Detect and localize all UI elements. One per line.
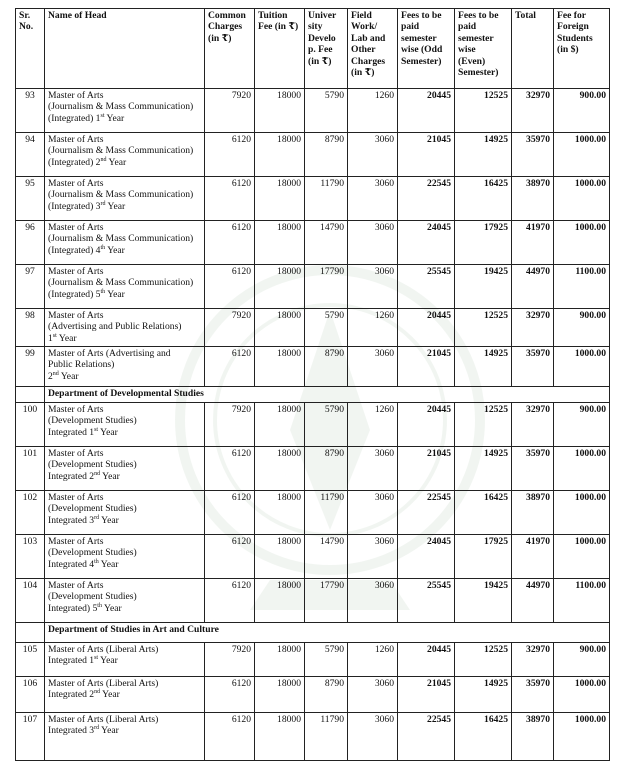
name-text: Year [100,689,120,701]
name-text: Master of Arts [48,310,104,321]
ordinal-suffix: nd [52,370,59,377]
table-row [16,177,610,221]
odd-semester-fee-cell: 20445 [398,309,455,347]
foreign-fee-cell: 1100.00 [554,579,610,623]
name-text: Year [104,112,125,124]
even-semester-fee-cell: 14925 [455,677,512,713]
department-row [16,623,610,643]
even-semester-fee-cell: 14925 [455,347,512,387]
name-of-head-cell [45,535,205,579]
university-dev-fee-cell: 11790 [305,177,348,221]
name-text: Year [98,426,118,438]
foreign-fee-cell: 1000.00 [554,447,610,491]
odd-semester-fee-cell: 25545 [398,265,455,309]
total-cell: 44970 [512,579,554,623]
header-field-work-charges: Field Work/ Lab and Other Charges (in ₹) [348,9,398,89]
university-dev-fee-cell: 17790 [305,265,348,309]
tuition-fee-cell: 18000 [255,221,305,265]
header-common-charges: Common Charges (in ₹) [205,9,255,89]
table-row [16,309,610,347]
university-dev-fee-cell: 5790 [305,89,348,133]
tuition-fee-cell: 18000 [255,403,305,447]
university-dev-fee-cell: 11790 [305,713,348,761]
name-text: Master of Arts [48,448,104,459]
department-sr-cell [16,387,45,403]
even-semester-fee-cell: 19425 [455,579,512,623]
even-semester-fee-cell: 14925 [455,133,512,177]
total-cell: 35970 [512,677,554,713]
table-row [16,403,610,447]
table-row [16,89,610,133]
field-work-charges-cell: 3060 [348,535,398,579]
name-of-head-cell [45,403,205,447]
sr-no-cell: 104 [16,579,45,623]
common-charges-cell: 6120 [205,447,255,491]
name-text: Year [101,602,122,614]
name-text: Integrated 1 [48,655,95,667]
ordinal-suffix: st [94,655,99,662]
foreign-fee-cell: 900.00 [554,403,610,447]
name-of-head-cell [45,713,205,761]
name-text: (Journalism & Mass Communication) [48,189,194,201]
common-charges-cell: 7920 [205,643,255,677]
sr-no-cell: 95 [16,177,45,221]
header-foreign-fee: Fee for Foreign Students (in $) [554,9,610,89]
name-of-head-cell [45,265,205,309]
foreign-fee-cell: 900.00 [554,643,610,677]
common-charges-cell: 6120 [205,133,255,177]
name-text: Master of Arts [48,536,104,547]
university-dev-fee-cell: 11790 [305,491,348,535]
table-row [16,491,610,535]
header-sr-no: Sr. No. [16,9,45,89]
name-of-head-cell [45,677,205,713]
university-dev-fee-cell: 14790 [305,221,348,265]
total-cell: 38970 [512,177,554,221]
table-row [16,133,610,177]
tuition-fee-cell: 18000 [255,491,305,535]
name-of-head-cell [45,89,205,133]
field-work-charges-cell: 1260 [348,403,398,447]
ordinal-suffix: rd [94,514,100,521]
university-dev-fee-cell: 5790 [305,643,348,677]
department-row [16,387,610,403]
field-work-charges-cell: 1260 [348,643,398,677]
name-text: (Development Studies) [48,415,137,427]
name-text: Master of Arts [48,492,104,503]
field-work-charges-cell: 1260 [348,309,398,347]
sr-no-cell: 101 [16,447,45,491]
common-charges-cell: 6120 [205,713,255,761]
field-work-charges-cell: 1260 [348,89,398,133]
university-dev-fee-cell: 14790 [305,535,348,579]
odd-semester-fee-cell: 21045 [398,677,455,713]
name-of-head-cell [45,643,205,677]
name-text: Master of Arts (Liberal Arts) [48,678,159,689]
name-text: Integrated 2 [48,470,95,482]
name-text: Master of Arts (Liberal Arts) [48,644,159,655]
name-text: Master of Arts [48,178,104,189]
sr-no-cell: 105 [16,643,45,677]
name-text: Master of Arts [48,90,104,101]
field-work-charges-cell: 3060 [348,221,398,265]
name-text: Public Relations) [48,359,115,371]
even-semester-fee-cell: 19425 [455,265,512,309]
name-text: 2 [48,370,53,382]
sr-no-cell: 98 [16,309,45,347]
name-of-head-cell [45,579,205,623]
table-row [16,535,610,579]
name-text: (Development Studies) [48,459,137,471]
odd-semester-fee-cell: 22545 [398,713,455,761]
sr-no-cell: 94 [16,133,45,177]
even-semester-fee-cell: 17925 [455,535,512,579]
ordinal-suffix: st [100,112,105,119]
header-name-of-head: Name of Head [45,9,205,89]
even-semester-fee-cell: 12525 [455,643,512,677]
name-text: Master of Arts [48,134,104,145]
name-text: (Development Studies) [48,547,137,559]
even-semester-fee-cell: 12525 [455,309,512,347]
foreign-fee-cell: 1000.00 [554,535,610,579]
name-text: Master of Arts [48,404,104,415]
name-text: (Advertising and Public Relations) [48,321,182,333]
field-work-charges-cell: 3060 [348,447,398,491]
name-text: Year [105,200,126,212]
ordinal-suffix: st [94,426,99,433]
ordinal-suffix: rd [94,725,100,732]
name-text: Year [100,470,120,482]
sr-no-cell: 96 [16,221,45,265]
odd-semester-fee-cell: 22545 [398,177,455,221]
university-dev-fee-cell: 17790 [305,579,348,623]
tuition-fee-cell: 18000 [255,133,305,177]
common-charges-cell: 6120 [205,579,255,623]
tuition-fee-cell: 18000 [255,177,305,221]
even-semester-fee-cell: 12525 [455,89,512,133]
odd-semester-fee-cell: 20445 [398,403,455,447]
university-dev-fee-cell: 8790 [305,447,348,491]
tuition-fee-cell: 18000 [255,713,305,761]
name-text: 1 [48,332,53,344]
total-cell: 38970 [512,491,554,535]
name-text: Integrated 4 [48,558,95,570]
name-of-head-cell [45,177,205,221]
name-text: Year [58,370,79,382]
name-text: Master of Arts [48,580,104,591]
common-charges-cell: 7920 [205,403,255,447]
common-charges-cell: 6120 [205,677,255,713]
tuition-fee-cell: 18000 [255,677,305,713]
ordinal-suffix: nd [94,470,101,477]
even-semester-fee-cell: 16425 [455,491,512,535]
odd-semester-fee-cell: 21045 [398,347,455,387]
odd-semester-fee-cell: 24045 [398,535,455,579]
total-cell: 35970 [512,447,554,491]
total-cell: 38970 [512,713,554,761]
table-row [16,221,610,265]
sr-no-cell: 103 [16,535,45,579]
odd-semester-fee-cell: 22545 [398,491,455,535]
header-university-development-fee: Univer sity Develo p. Fee (in ₹) [305,9,348,89]
name-text: (Journalism & Mass Communication) [48,233,194,245]
name-text: Master of Arts (Liberal Arts) [48,714,159,725]
table-row [16,447,610,491]
sr-no-cell: 107 [16,713,45,761]
name-text: (Integrated) 2 [48,156,101,168]
department-heading: Department of Developmental Studies [45,387,610,403]
field-work-charges-cell: 3060 [348,579,398,623]
header-tuition-fee: Tuition Fee (in ₹) [255,9,305,89]
name-text: (Journalism & Mass Communication) [48,101,194,113]
university-dev-fee-cell: 8790 [305,347,348,387]
tuition-fee-cell: 18000 [255,579,305,623]
total-cell: 32970 [512,309,554,347]
tuition-fee-cell: 18000 [255,265,305,309]
name-text: (Journalism & Mass Communication) [48,277,194,289]
field-work-charges-cell: 3060 [348,347,398,387]
field-work-charges-cell: 3060 [348,677,398,713]
university-dev-fee-cell: 8790 [305,133,348,177]
university-dev-fee-cell: 5790 [305,403,348,447]
ordinal-suffix: th [97,602,102,609]
name-of-head-cell [45,309,205,347]
table-row [16,265,610,309]
foreign-fee-cell: 1000.00 [554,491,610,535]
name-text: (Journalism & Mass Communication) [48,145,194,157]
common-charges-cell: 6120 [205,265,255,309]
odd-semester-fee-cell: 24045 [398,221,455,265]
name-text: Year [99,725,119,737]
even-semester-fee-cell: 14925 [455,447,512,491]
total-cell: 35970 [512,347,554,387]
foreign-fee-cell: 1000.00 [554,221,610,265]
university-dev-fee-cell: 5790 [305,309,348,347]
odd-semester-fee-cell: 21045 [398,447,455,491]
common-charges-cell: 6120 [205,347,255,387]
sr-no-cell: 97 [16,265,45,309]
name-text: Integrated) 5 [48,602,98,614]
total-cell: 44970 [512,265,554,309]
field-work-charges-cell: 3060 [348,491,398,535]
name-text: (Development Studies) [48,591,137,603]
name-text: Year [56,332,77,344]
name-text: (Integrated) 3 [48,200,101,212]
name-text: Integrated 3 [48,514,95,526]
name-of-head-cell [45,221,205,265]
name-text: Integrated 3 [48,725,95,737]
total-cell: 32970 [512,643,554,677]
ordinal-suffix: nd [100,156,107,163]
table-row [16,347,610,387]
name-text: Year [98,558,119,570]
foreign-fee-cell: 1100.00 [554,265,610,309]
common-charges-cell: 6120 [205,177,255,221]
tuition-fee-cell: 18000 [255,309,305,347]
sr-no-cell: 102 [16,491,45,535]
field-work-charges-cell: 3060 [348,177,398,221]
even-semester-fee-cell: 12525 [455,403,512,447]
header-even-semester-fees: Fees to be paid semester wise (Even) Semester) [455,9,512,89]
sr-no-cell: 100 [16,403,45,447]
fee-table-body [16,89,610,761]
even-semester-fee-cell: 16425 [455,177,512,221]
total-cell: 41970 [512,535,554,579]
field-work-charges-cell: 3060 [348,713,398,761]
header-total: Total [512,9,554,89]
odd-semester-fee-cell: 20445 [398,89,455,133]
common-charges-cell: 7920 [205,89,255,133]
header-row [16,9,610,89]
foreign-fee-cell: 900.00 [554,89,610,133]
odd-semester-fee-cell: 21045 [398,133,455,177]
tuition-fee-cell: 18000 [255,643,305,677]
ordinal-suffix: st [52,332,57,339]
university-dev-fee-cell: 8790 [305,677,348,713]
ordinal-suffix: rd [100,200,106,207]
odd-semester-fee-cell: 20445 [398,643,455,677]
common-charges-cell: 6120 [205,221,255,265]
name-of-head-cell [45,447,205,491]
table-row [16,677,610,713]
sr-no-cell: 106 [16,677,45,713]
name-text: Master of Arts [48,222,104,233]
foreign-fee-cell: 1000.00 [554,713,610,761]
name-text: Year [106,156,127,168]
fee-table [15,8,610,761]
common-charges-cell: 6120 [205,535,255,579]
ordinal-suffix: th [100,244,106,251]
total-cell: 32970 [512,403,554,447]
sr-no-cell: 93 [16,89,45,133]
name-of-head-cell [45,347,205,387]
name-text: Master of Arts [48,266,104,277]
name-text: Integrated 1 [48,426,95,438]
name-text: (Development Studies) [48,503,137,515]
foreign-fee-cell: 1000.00 [554,177,610,221]
table-row [16,713,610,761]
foreign-fee-cell: 1000.00 [554,347,610,387]
name-text: Year [105,288,125,300]
ordinal-suffix: nd [94,689,101,696]
odd-semester-fee-cell: 25545 [398,579,455,623]
name-text: Integrated 2 [48,689,95,701]
ordinal-suffix: th [94,558,99,565]
ordinal-suffix: th [100,288,106,295]
total-cell: 41970 [512,221,554,265]
table-row [16,643,610,677]
tuition-fee-cell: 18000 [255,89,305,133]
name-text: Master of Arts (Advertising and [48,348,171,359]
field-work-charges-cell: 3060 [348,265,398,309]
department-heading: Department of Studies in Art and Culture [45,623,610,643]
common-charges-cell: 7920 [205,309,255,347]
name-text: Year [98,655,118,667]
tuition-fee-cell: 18000 [255,347,305,387]
name-text: (Integrated) 4 [48,244,101,256]
foreign-fee-cell: 1000.00 [554,133,610,177]
total-cell: 35970 [512,133,554,177]
tuition-fee-cell: 18000 [255,447,305,491]
even-semester-fee-cell: 16425 [455,713,512,761]
total-cell: 32970 [512,89,554,133]
foreign-fee-cell: 900.00 [554,309,610,347]
field-work-charges-cell: 3060 [348,133,398,177]
foreign-fee-cell: 1000.00 [554,677,610,713]
name-text: Year [99,514,119,526]
table-row [16,579,610,623]
common-charges-cell: 6120 [205,491,255,535]
name-text: (Integrated) 1 [48,112,101,124]
tuition-fee-cell: 18000 [255,535,305,579]
even-semester-fee-cell: 17925 [455,221,512,265]
header-odd-semester-fees: Fees to be paid semester wise (Odd Semester) [398,9,455,89]
name-text: Year [105,244,125,256]
department-sr-cell [16,623,45,643]
name-of-head-cell [45,133,205,177]
name-text: (Integrated) 5 [48,288,101,300]
sr-no-cell: 99 [16,347,45,387]
name-of-head-cell [45,491,205,535]
